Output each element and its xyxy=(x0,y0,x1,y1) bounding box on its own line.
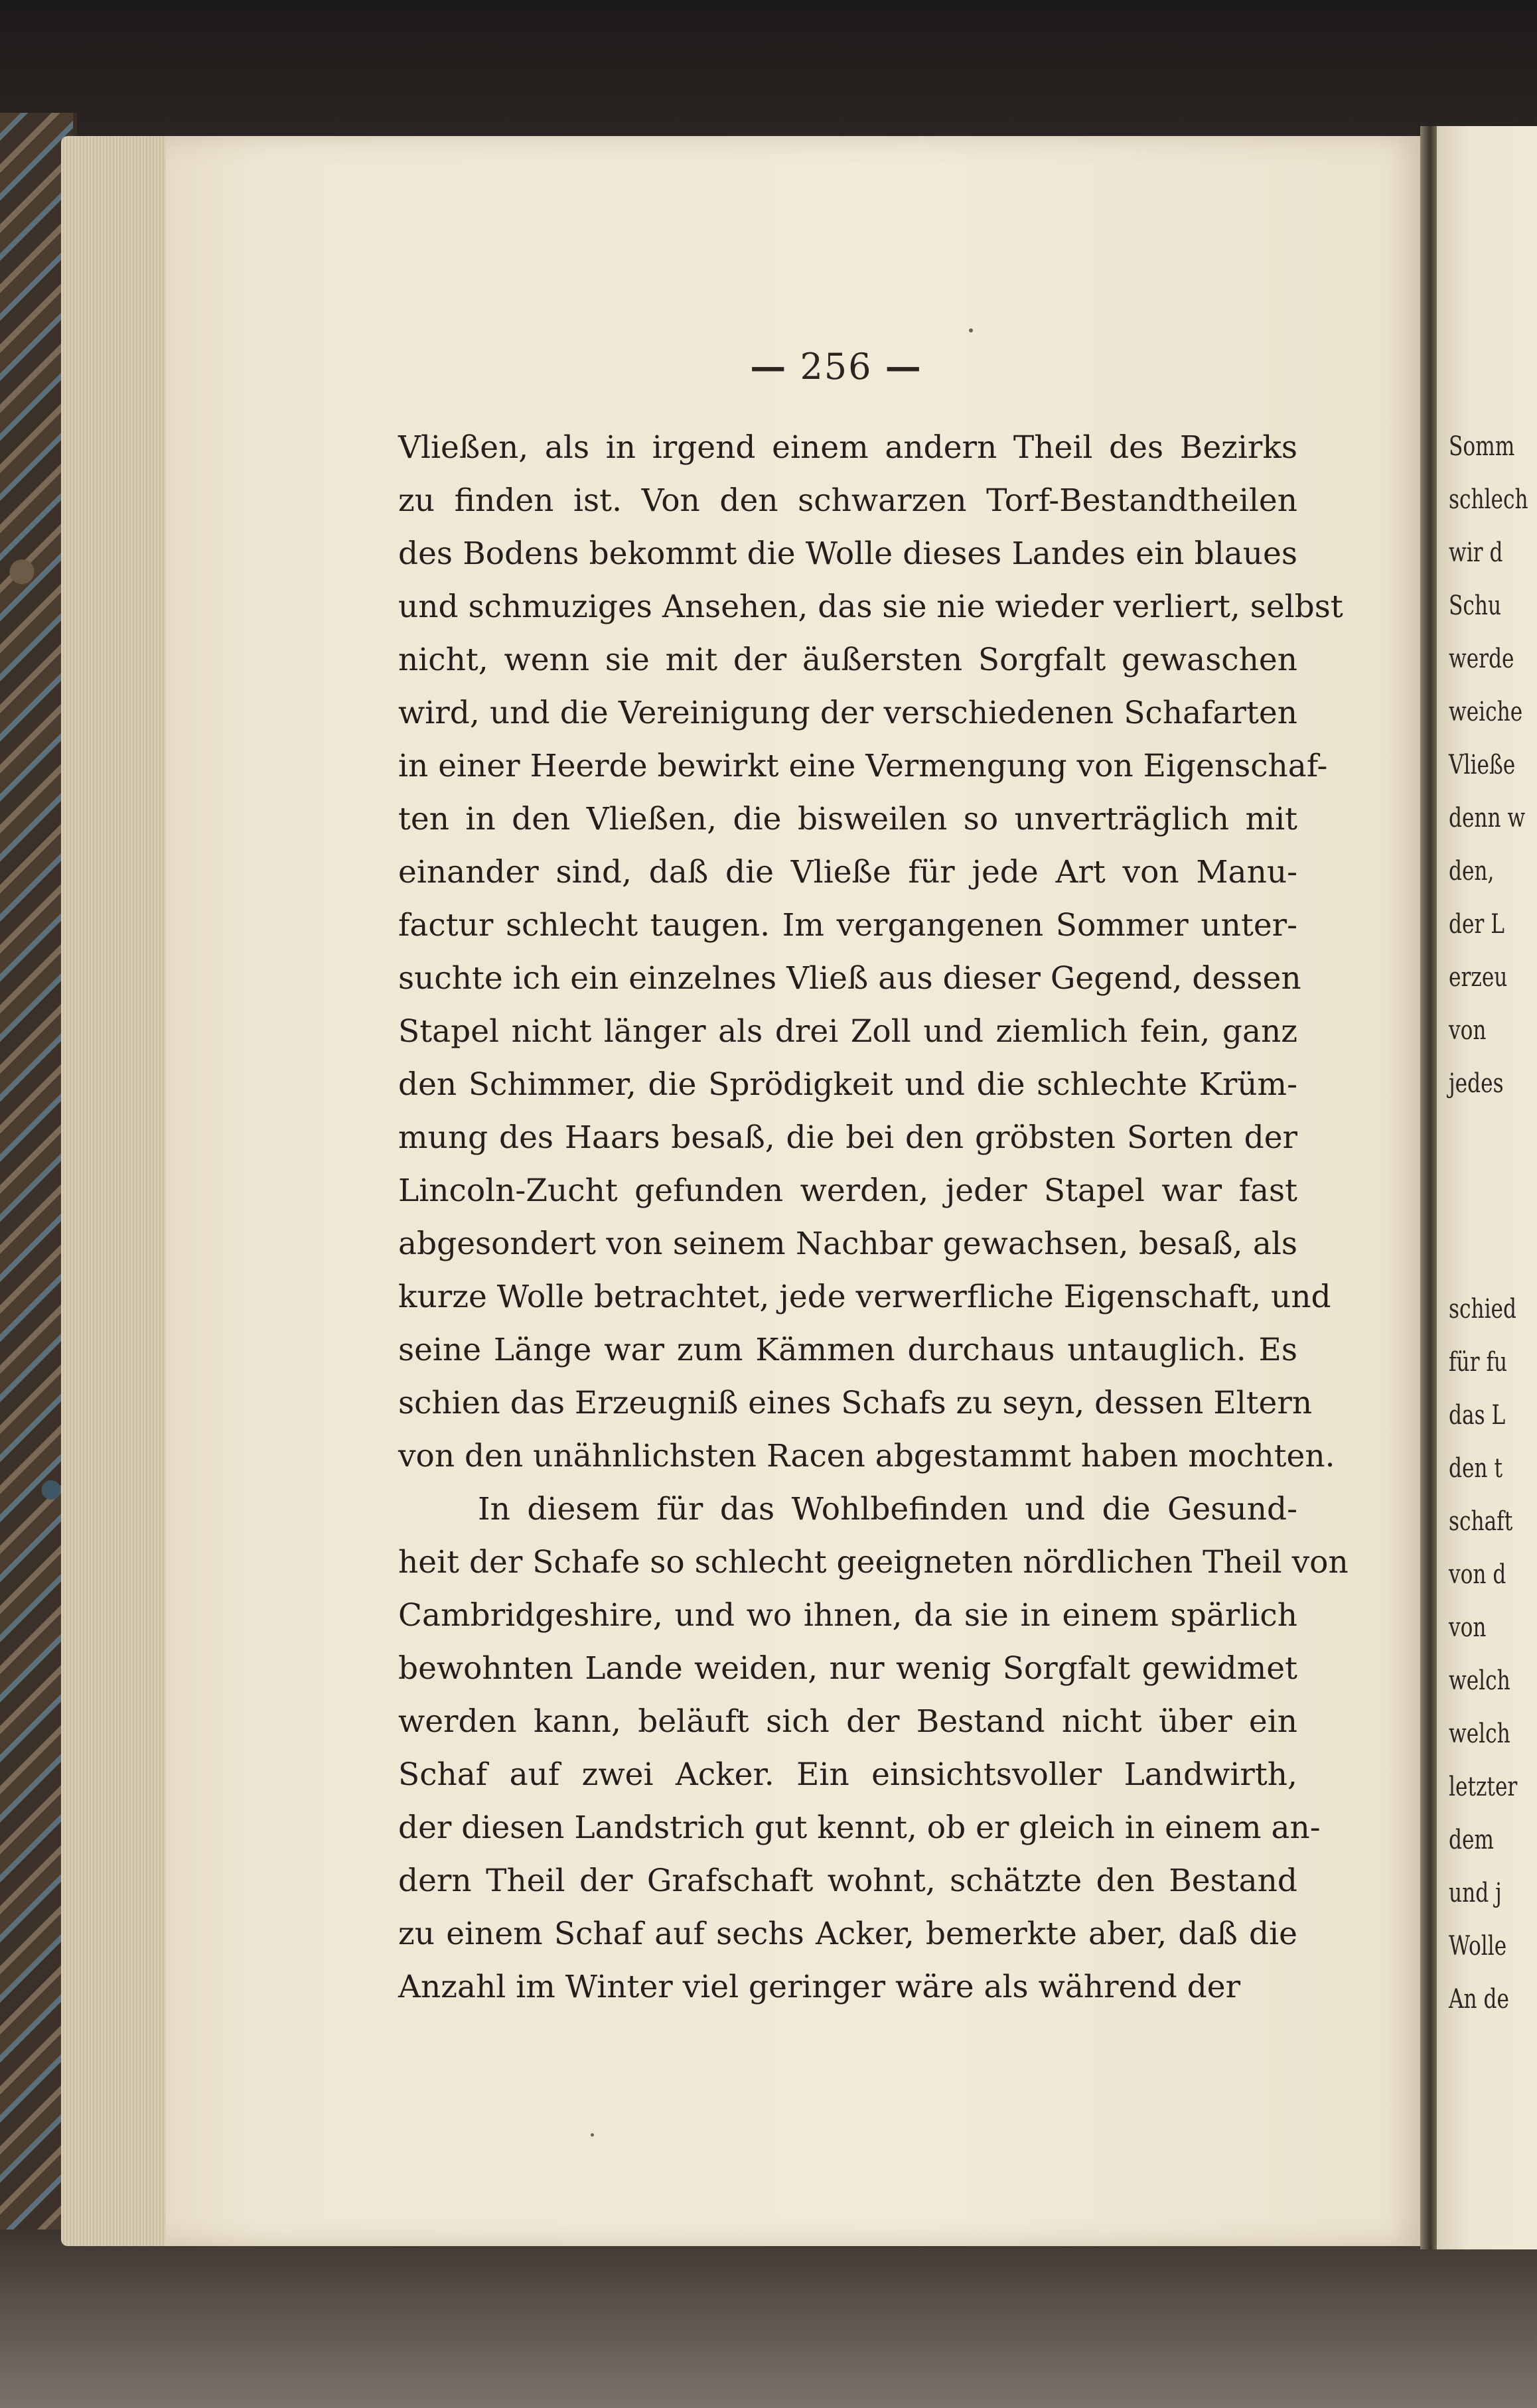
text-line: in einer Heerde bewirkt eine Vermengung von Eigenschaf- xyxy=(398,748,1328,784)
facing-page-fragment: von d xyxy=(1449,1559,1506,1590)
text-line: Vließen, als in irgend einem andern Theil des Bezirks xyxy=(398,429,1297,466)
text-line: wird, und die Vereinigung der verschiedenen Schafarten xyxy=(398,695,1297,731)
facing-page-fragment: Vließe xyxy=(1449,750,1516,780)
facing-page-fragment: und j xyxy=(1449,1878,1502,1908)
text-line: nicht, wenn sie mit der äußersten Sorgfalt gewaschen xyxy=(398,642,1297,678)
backdrop xyxy=(0,0,1537,139)
book-cover-bottom xyxy=(0,2230,1537,2408)
text-line: dern Theil der Grafschaft wohnt, schätzte den Bestand xyxy=(398,1863,1297,1899)
facing-page-edge xyxy=(1437,126,1537,2249)
facing-page-fragment: werde xyxy=(1449,644,1514,674)
facing-page-fragment: den, xyxy=(1449,856,1495,886)
facing-page-fragment: letzter xyxy=(1449,1772,1518,1802)
facing-page-fragment: welch xyxy=(1449,1665,1510,1696)
facing-page-fragment: Wolle xyxy=(1449,1931,1507,1961)
paper-speck xyxy=(591,2133,594,2137)
text-line: den Schimmer, die Sprödigkeit und die schlechte Krüm- xyxy=(398,1066,1297,1103)
page-number: 256 xyxy=(800,346,873,388)
facing-page-fragment: schied xyxy=(1449,1294,1516,1324)
facing-page-fragment: Schu xyxy=(1449,591,1502,621)
text-line: kurze Wolle betrachtet, jede verwerfliche Eigenschaft, und xyxy=(398,1279,1331,1315)
text-line: des Bodens bekommt die Wolle dieses Landes ein blaues xyxy=(398,535,1297,572)
header-dash-right: — xyxy=(885,345,922,388)
text-line: bewohnten Lande weiden, nur wenig Sorgfalt gewidmet xyxy=(398,1650,1297,1687)
text-line: Stapel nicht länger als drei Zoll und ziemlich fein, ganz xyxy=(398,1013,1297,1050)
page-header xyxy=(723,345,949,388)
text-line: der diesen Landstrich gut kennt, ob er gleich in einem an- xyxy=(398,1809,1321,1846)
text-line: In diesem für das Wohlbefinden und die Gesund- xyxy=(478,1491,1297,1527)
text-line: abgesondert von seinem Nachbar gewachsen, besaß, als xyxy=(398,1226,1297,1262)
facing-page-fragment: weiche xyxy=(1449,697,1523,727)
facing-page-fragment: schaft xyxy=(1449,1506,1513,1537)
facing-page-fragment: von xyxy=(1449,1612,1487,1643)
text-line: ten in den Vließen, die bisweilen so unverträglich mit xyxy=(398,801,1297,837)
facing-page-fragment: wir d xyxy=(1449,537,1503,568)
header-dash-left: — xyxy=(750,345,788,388)
facing-page-fragment: jedes xyxy=(1449,1068,1504,1099)
text-line: suchte ich ein einzelnes Vließ aus dieser Gegend, dessen xyxy=(398,960,1301,997)
text-line: factur schlecht taugen. Im vergangenen Sommer unter- xyxy=(398,907,1297,944)
text-line: schien das Erzeugniß eines Schafs zu seyn, dessen Eltern xyxy=(398,1385,1313,1421)
facing-page-fragment: dem xyxy=(1449,1825,1495,1855)
text-line: heit der Schafe so schlecht geeigneten nördlichen Theil von xyxy=(398,1544,1349,1581)
text-line: werden kann, beläuft sich der Bestand nicht über ein xyxy=(398,1703,1297,1740)
facing-page-fragment: denn w xyxy=(1449,803,1526,833)
text-line: seine Länge war zum Kämmen durchaus untauglich. Es xyxy=(398,1332,1297,1368)
text-line: Cambridgeshire, und wo ihnen, da sie in einem spärlich xyxy=(398,1597,1297,1634)
text-line: zu einem Schaf auf sechs Acker, bemerkte aber, daß die xyxy=(398,1916,1297,1952)
facing-page-fragment: An de xyxy=(1449,1984,1509,2015)
facing-page-fragment: das L xyxy=(1449,1400,1506,1431)
facing-page-fragment: erzeu xyxy=(1449,962,1508,993)
facing-page-fragment: von xyxy=(1449,1015,1487,1046)
facing-page-fragment: Somm xyxy=(1449,431,1515,462)
text-line: Lincoln-Zucht gefunden werden, jeder Stapel war fast xyxy=(398,1172,1297,1209)
facing-page-fragment: für fu xyxy=(1449,1347,1508,1378)
paper-speck xyxy=(969,328,973,332)
facing-page-fragment: welch xyxy=(1449,1719,1510,1749)
facing-page-fragment: den t xyxy=(1449,1453,1502,1484)
text-line: von den unähnlichsten Racen abgestammt haben mochten. xyxy=(398,1438,1335,1474)
text-line: zu finden ist. Von den schwarzen Torf-Bestandtheilen xyxy=(398,482,1297,519)
text-line: Schaf auf zwei Acker. Ein einsichtsvoller Landwirth, xyxy=(398,1756,1297,1793)
text-line: und schmuziges Ansehen, das sie nie wieder verliert, selbst xyxy=(398,589,1343,625)
text-line: mung des Haars besaß, die bei den gröbsten Sorten der xyxy=(398,1119,1297,1156)
text-line: Anzahl im Winter viel geringer wäre als während der xyxy=(398,1969,1241,2005)
text-line: einander sind, daß die Vließe für jede Art von Manu- xyxy=(398,854,1297,890)
facing-page-fragment: schlech xyxy=(1449,484,1528,515)
facing-page-fragment: der L xyxy=(1449,909,1504,940)
